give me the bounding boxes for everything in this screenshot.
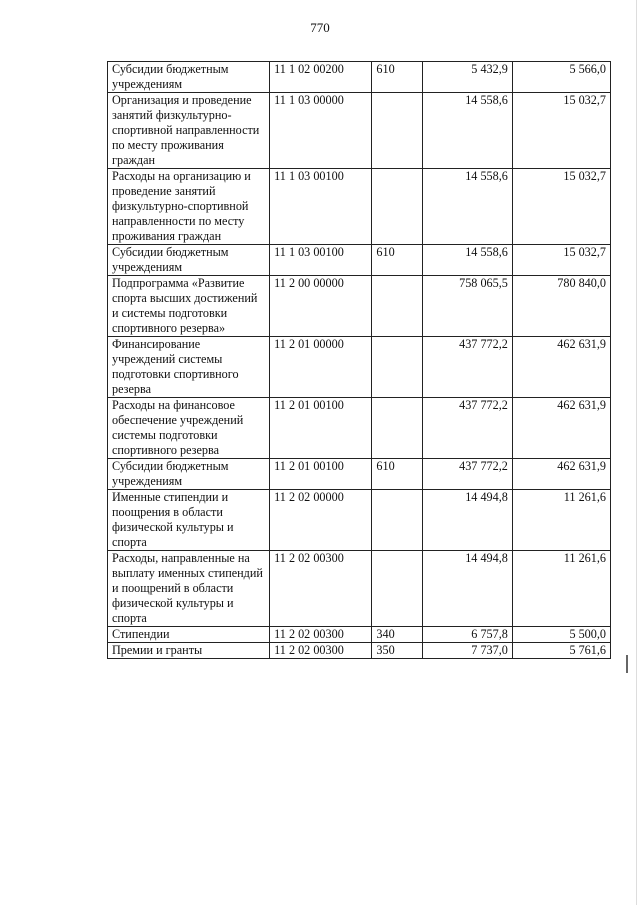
table-row (108, 398, 611, 459)
row-name-cell: Финансирование учреждений системы подготовки спортивного резерва (108, 337, 270, 398)
row-code-cell: 11 1 03 00100 (270, 245, 372, 276)
budget-table (107, 61, 611, 659)
row-value-year2-cell: 462 631,9 (512, 337, 610, 398)
row-code-cell: 11 1 02 00200 (270, 62, 372, 93)
row-expense-type-cell (372, 551, 423, 627)
row-name-cell: Подпрограмма «Развитие спорта высших достижений и системы подготовки спортивного резерва» (108, 276, 270, 337)
row-expense-type-cell: 610 (372, 62, 423, 93)
row-name-cell: Расходы на финансовое обеспечение учреждений системы подготовки спортивного резерва (108, 398, 270, 459)
row-expense-type-cell: 610 (372, 459, 423, 490)
row-value-year2-cell: 780 840,0 (512, 276, 610, 337)
row-code-cell: 11 2 02 00300 (270, 643, 372, 659)
row-value-year2-cell: 15 032,7 (512, 169, 610, 245)
row-value-year1-cell: 437 772,2 (423, 337, 513, 398)
row-code-cell: 11 2 01 00100 (270, 459, 372, 490)
row-code-cell: 11 2 02 00300 (270, 627, 372, 643)
table-row (108, 337, 611, 398)
row-name-cell: Стипендии (108, 627, 270, 643)
row-value-year1-cell: 14 494,8 (423, 551, 513, 627)
row-value-year2-cell: 5 761,6 (512, 643, 610, 659)
row-value-year2-cell: 15 032,7 (512, 245, 610, 276)
row-value-year1-cell: 6 757,8 (423, 627, 513, 643)
row-value-year1-cell: 437 772,2 (423, 459, 513, 490)
table-row (108, 459, 611, 490)
table-row (108, 245, 611, 276)
row-expense-type-cell (372, 490, 423, 551)
table-row (108, 643, 611, 659)
table-body (108, 62, 611, 659)
table-row (108, 551, 611, 627)
row-value-year2-cell: 462 631,9 (512, 459, 610, 490)
row-expense-type-cell (372, 276, 423, 337)
row-name-cell: Субсидии бюджетным учреждениям (108, 62, 270, 93)
margin-mark (626, 655, 628, 673)
row-value-year2-cell: 5 500,0 (512, 627, 610, 643)
row-name-cell: Организация и проведение занятий физкультурно-спортивной направленности по месту проживания граждан (108, 93, 270, 169)
row-value-year1-cell: 14 558,6 (423, 245, 513, 276)
row-expense-type-cell (372, 337, 423, 398)
page-edge (636, 0, 637, 905)
row-value-year1-cell: 14 494,8 (423, 490, 513, 551)
row-expense-type-cell: 340 (372, 627, 423, 643)
row-value-year2-cell: 462 631,9 (512, 398, 610, 459)
row-code-cell: 11 2 01 00100 (270, 398, 372, 459)
row-code-cell: 11 2 02 00000 (270, 490, 372, 551)
table-row (108, 169, 611, 245)
row-value-year1-cell: 5 432,9 (423, 62, 513, 93)
row-name-cell: Расходы на организацию и проведение занятий физкультурно-спортивной направленности по месту проживания граждан (108, 169, 270, 245)
row-code-cell: 11 1 03 00100 (270, 169, 372, 245)
row-expense-type-cell: 350 (372, 643, 423, 659)
row-value-year1-cell: 758 065,5 (423, 276, 513, 337)
table-row (108, 627, 611, 643)
row-expense-type-cell (372, 398, 423, 459)
row-value-year1-cell: 437 772,2 (423, 398, 513, 459)
row-code-cell: 11 1 03 00000 (270, 93, 372, 169)
table-row (108, 276, 611, 337)
row-name-cell: Расходы, направленные на выплату именных стипендий и поощрений в области физической культуры и спорта (108, 551, 270, 627)
row-name-cell: Субсидии бюджетным учреждениям (108, 245, 270, 276)
row-code-cell: 11 2 02 00300 (270, 551, 372, 627)
row-value-year2-cell: 11 261,6 (512, 551, 610, 627)
page-number: 770 (310, 20, 330, 35)
row-value-year1-cell: 14 558,6 (423, 93, 513, 169)
table-row (108, 490, 611, 551)
row-value-year2-cell: 11 261,6 (512, 490, 610, 551)
row-expense-type-cell (372, 93, 423, 169)
row-expense-type-cell (372, 169, 423, 245)
row-value-year2-cell: 15 032,7 (512, 93, 610, 169)
row-expense-type-cell: 610 (372, 245, 423, 276)
table-row (108, 93, 611, 169)
row-value-year1-cell: 7 737,0 (423, 643, 513, 659)
row-name-cell: Премии и гранты (108, 643, 270, 659)
row-name-cell: Именные стипендии и поощрения в области физической культуры и спорта (108, 490, 270, 551)
row-value-year1-cell: 14 558,6 (423, 169, 513, 245)
row-code-cell: 11 2 00 00000 (270, 276, 372, 337)
row-code-cell: 11 2 01 00000 (270, 337, 372, 398)
table-row (108, 62, 611, 93)
row-value-year2-cell: 5 566,0 (512, 62, 610, 93)
row-name-cell: Субсидии бюджетным учреждениям (108, 459, 270, 490)
